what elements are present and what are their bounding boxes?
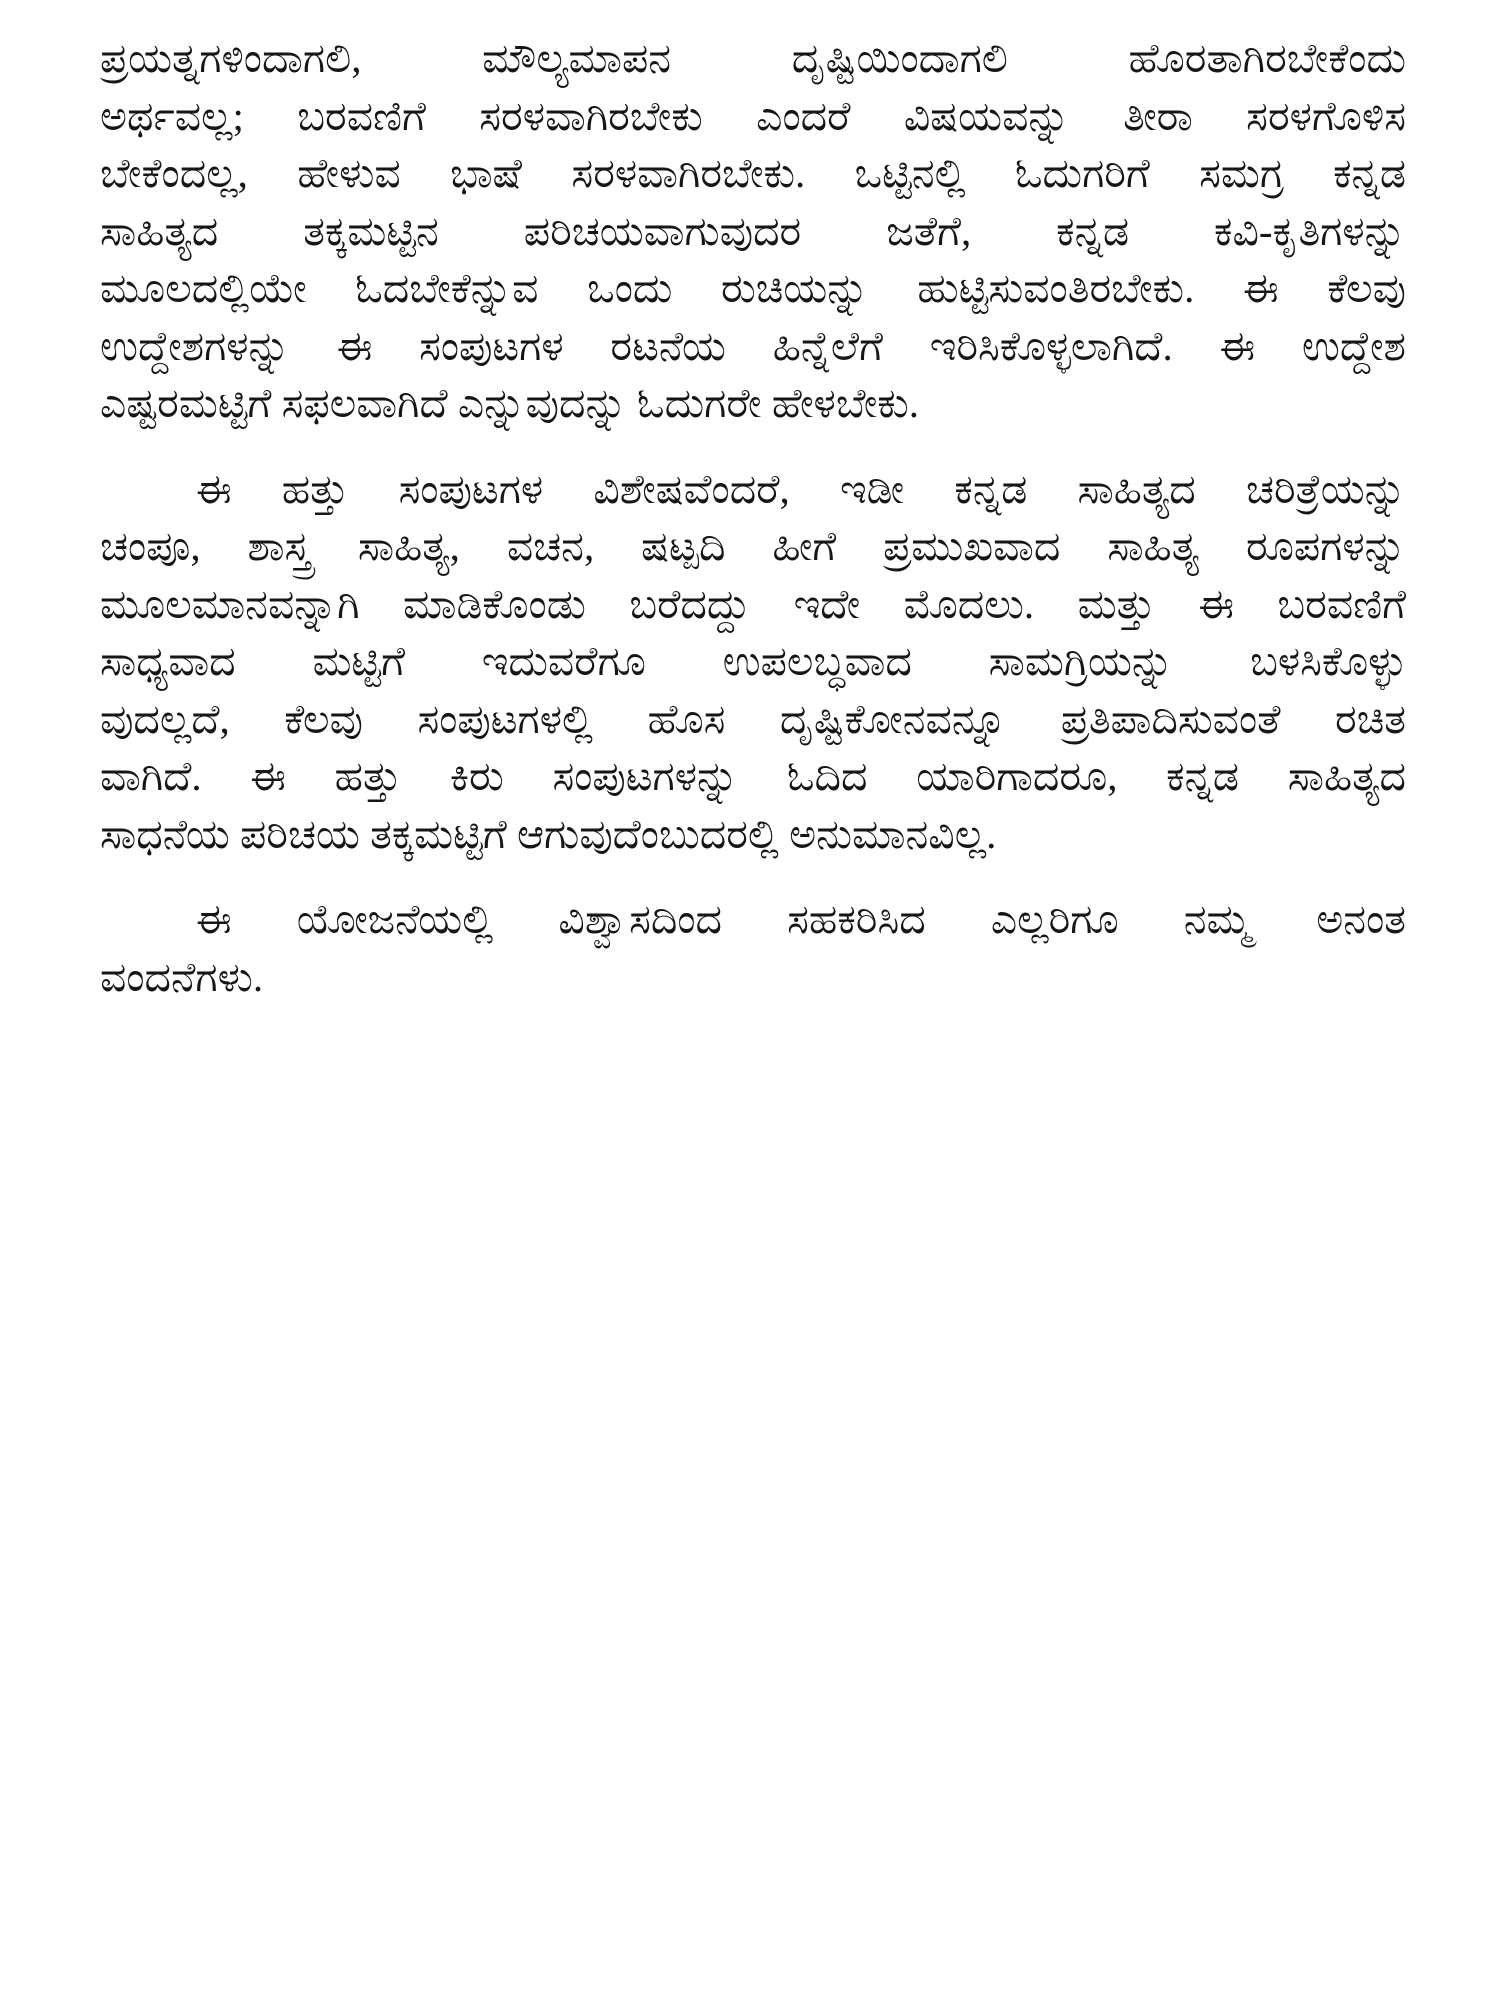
text-line: ಬೇಕೆಂದಲ್ಲ, ಹೇಳುವ ಭಾಷೆ ಸರಳವಾಗಿರಬೇಕು. ಒಟ್ಟಿನಲ್ಲಿ ಓದುಗರಿಗೆ ಸಮಗ್ರ ಕನ್ನಡ xyxy=(100,150,1406,196)
text-line: ಎಷ್ಟರಮಟ್ಟಿಗೆ ಸಫಲವಾಗಿದೆ ಎನ್ನುವುದನ್ನು ಓದುಗರೇ ಹೇಳಬೇಕು. xyxy=(100,380,920,426)
text-block xyxy=(100,30,1406,1006)
text-line: ಸಾಧನೆಯ ಪರಿಚಯ ತಕ್ಕಮಟ್ಟಿಗೆ ಆಗುವುದೆಂಬುದರಲ್ಲಿ ಅನುಮಾನವಿಲ್ಲ. xyxy=(100,810,997,857)
text-line: ಅರ್ಥವಲ್ಲ; ಬರವಣಿಗೆ ಸರಳವಾಗಿರಬೇಕು ಎಂದರೆ ವಿಷಯವನ್ನು ತೀರಾ ಸರಳಗೊಳಿಸ xyxy=(100,92,1406,139)
text-line: ಮೂಲದಲ್ಲಿಯೇ ಓದಬೇಕೆನ್ನುವ ಒಂದು ರುಚಿಯನ್ನು ಹುಟ್ಟಿಸುವಂತಿರಬೇಕು. ಈ ಕೆಲವು xyxy=(100,265,1406,311)
paragraph-2 xyxy=(100,461,1406,864)
text-line: ಮೂಲಮಾನವನ್ನಾಗಿ ಮಾಡಿಕೊಂಡು ಬರೆದದ್ದು ಇದೇ ಮೊದಲು. ಮತ್ತು ಈ ಬರವಣಿಗೆ xyxy=(100,580,1406,627)
text-line: ವುದಲ್ಲದೆ, ಕೆಲವು ಸಂಪುಟಗಳಲ್ಲಿ ಹೊಸ ದೃಷ್ಟಿಕೋನವನ್ನೂ ಪ್ರತಿಪಾದಿಸುವಂತೆ ರಚಿತ xyxy=(100,695,1406,742)
text-line: ಸಾಧ್ಯವಾದ ಮಟ್ಟಿಗೆ ಇದುವರೆಗೂ ಉಪಲಬ್ಧವಾದ ಸಾಮಗ್ರಿಯನ್ನು ಬಳಸಿಕೊಳ್ಳು xyxy=(100,638,1406,684)
paragraph-3 xyxy=(100,891,1406,1006)
text-line: ಚಂಪೂ, ಶಾಸ್ತ್ರ ಸಾಹಿತ್ಯ, ವಚನ, ಷಟ್ಪದಿ ಹೀಗೆ ಪ್ರಮುಖವಾದ ಸಾಹಿತ್ಯ ರೂಪಗಳನ್ನು xyxy=(100,523,1406,569)
text-line: ಉದ್ದೇಶಗಳನ್ನು ಈ ಸಂಪುಟಗಳ ರಟನೆಯ ಹಿನ್ನೆಲೆಗೆ ಇರಿಸಿಕೊಳ್ಳಲಾಗಿದೆ. ಈ ಉದ್ದೇಶ xyxy=(100,322,1406,369)
text-line: ವಂದನೆಗಳು. xyxy=(100,953,264,1000)
paragraph-1 xyxy=(100,30,1406,433)
text-line: ಸಾಹಿತ್ಯದ ತಕ್ಕಮಟ್ಟಿನ ಪರಿಚಯವಾಗುವುದರ ಜತೆಗೆ, ಕನ್ನಡ ಕವಿ-ಕೃತಿಗಳನ್ನು xyxy=(100,207,1406,254)
text-line: ಈ ಹತ್ತು ಸಂಪುಟಗಳ ವಿಶೇಷವೆಂದರೆ, ಇಡೀ ಕನ್ನಡ ಸಾಹಿತ್ಯದ ಚರಿತ್ರೆಯನ್ನು xyxy=(196,465,1406,512)
text-line: ವಾಗಿದೆ. ಈ ಹತ್ತು ಕಿರು ಸಂಪುಟಗಳನ್ನು ಓದಿದ ಯಾರಿಗಾದರೂ, ಕನ್ನಡ ಸಾಹಿತ್ಯದ xyxy=(100,753,1406,799)
text-line: ಪ್ರಯತ್ನಗಳಿಂದಾಗಲಿ, ಮೌಲ್ಯಮಾಪನ ದೃಷ್ಟಿಯಿಂದಾಗಲಿ ಹೊರತಾಗಿರಬೇಕೆಂದು xyxy=(100,35,1406,81)
text-line: ಈ ಯೋಜನೆಯಲ್ಲಿ ವಿಶ್ವಾಸದಿಂದ ಸಹಕರಿಸಿದ ಎಲ್ಲರಿಗೂ ನಮ್ಮ ಅನಂತ xyxy=(196,896,1406,942)
